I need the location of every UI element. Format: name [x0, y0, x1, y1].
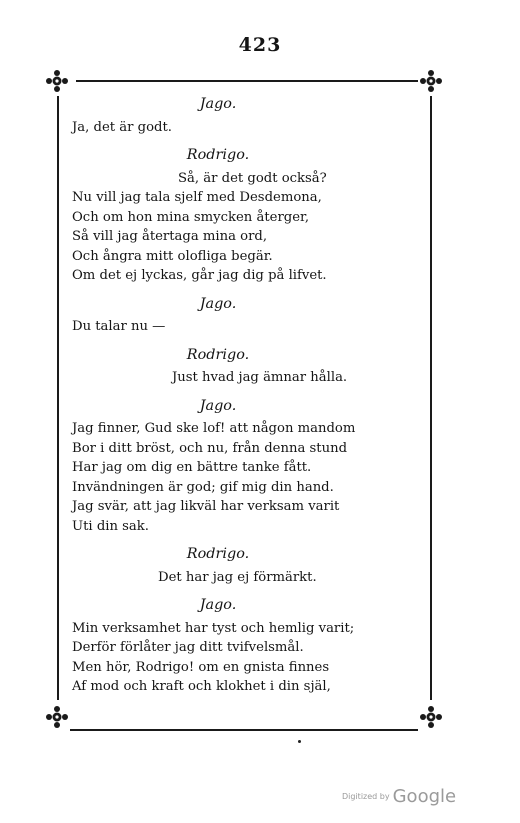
frame-right-rule [430, 96, 432, 700]
verse-line: Jag svär, att jag likväl har verksam varit [72, 499, 340, 514]
verse-line: Jag finner, Gud ske lof! att någon mandom [72, 421, 356, 436]
verse-line: Så vill jag återtaga mina ord, [72, 229, 268, 244]
floral-ornament-icon [44, 704, 70, 730]
page-number: 423 [238, 34, 282, 56]
verse-line: Invändningen är god; gif mig din hand. [72, 479, 334, 495]
verse-line: Har jag om dig en bättre tanke fått. [72, 460, 312, 475]
speaker-name: Jago. [199, 597, 237, 613]
verse-line: Och ångra mitt olofliga begär. [72, 248, 273, 264]
speaker-name: Jago. [199, 295, 237, 312]
verse-line: Just hvad jag ämnar hålla. [172, 370, 348, 385]
dialogue-text [72, 95, 356, 697]
frame-left-rule [57, 96, 59, 700]
speaker-name: Jago. [199, 96, 237, 112]
frame-top-rule [76, 80, 418, 82]
floral-ornament-icon [418, 704, 444, 730]
speaker-name: Jago. [199, 397, 237, 414]
verse-line: Uti din sak. [72, 518, 149, 534]
speaker-name: Rodrigo. [186, 147, 250, 163]
printer-mark [298, 740, 301, 743]
verse-line: Ja, det är godt. [72, 119, 172, 135]
floral-ornament-icon [418, 68, 444, 94]
verse-line: Du talar nu — [72, 319, 166, 334]
floral-ornament-icon [44, 68, 70, 94]
verse-line: Derför förlåter jag ditt tvifvelsmål. [72, 640, 304, 655]
watermark-prefix: Digitized by [342, 792, 390, 801]
frame-bottom-rule [70, 729, 418, 731]
verse-line: Nu vill jag tala sjelf med Desdemona, [72, 190, 322, 205]
speaker-name: Rodrigo. [186, 546, 250, 562]
watermark-brand: Google [392, 786, 457, 807]
digitization-watermark [342, 786, 456, 807]
verse-line: Bor i ditt bröst, och nu, från denna stund [72, 440, 348, 456]
verse-line: Min verksamhet har tyst och hemlig varit; [72, 620, 355, 636]
speaker-name: Rodrigo. [186, 346, 250, 363]
verse-line: Så, är det godt också? [178, 170, 327, 186]
verse-line: Och om hon mina smycken återger, [72, 209, 310, 225]
verse-line: Det har jag ej förmärkt. [158, 569, 317, 585]
verse-line: Af mod och kraft och klokhet i din själ, [72, 679, 331, 694]
verse-line: Men hör, Rodrigo! om en gnista finnes [72, 659, 330, 675]
verse-line: Om det ej lyckas, går jag dig på lifvet. [72, 268, 327, 283]
